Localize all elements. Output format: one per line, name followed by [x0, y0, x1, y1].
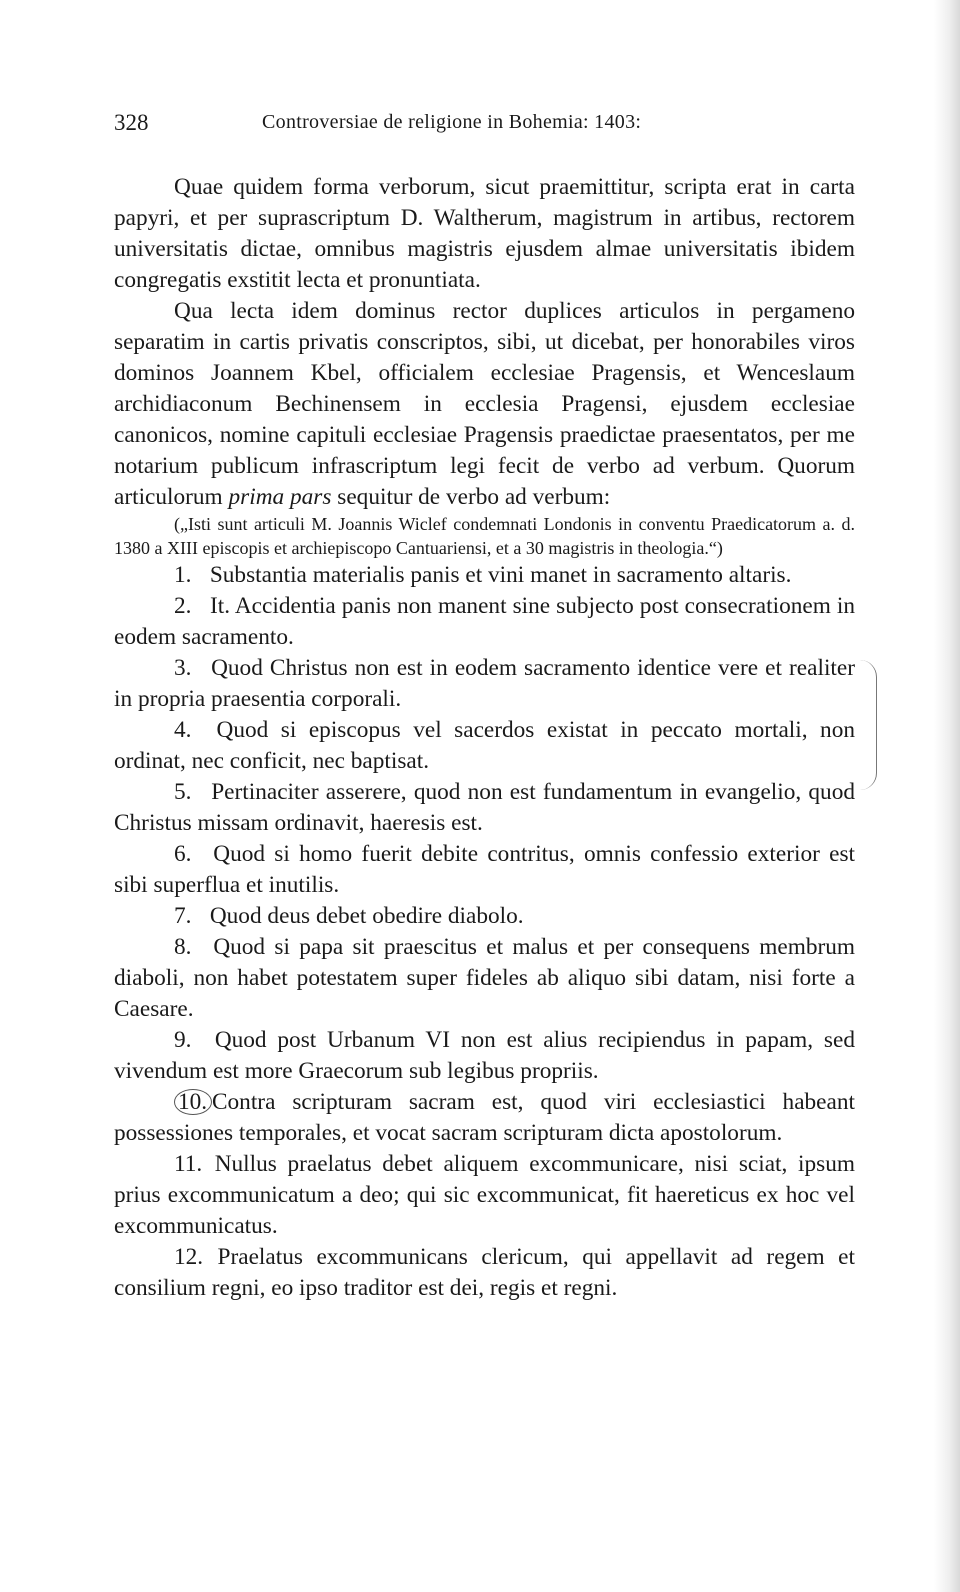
article-item: [114, 1087, 855, 1149]
editorial-note: („Isti sunt articuli M. Joannis Wiclef condemnati Londonis in conventu Praedicatorum a. d. 1380 a XIII episcopis et archiepiscopo Cantuariensi, et a 30 magistris in theologia.“): [114, 514, 855, 558]
article-text: Quod deus debet obedire diabolo.: [209, 903, 524, 929]
intro-paragraph-2-end: sequitur de verbo ad verbum:: [337, 484, 611, 510]
article-text: It. Accidentia panis non manent sine subjecto post consecrationem in eodem sacramento.: [114, 593, 856, 650]
page-body: [114, 172, 855, 1304]
intro-paragraph-2-text: Qua lecta idem dominus rector duplices articulos in pergameno separatim in cartis privatis conscriptos, sibi, ut dicebat, per honorabiles viros dominos Joannem Kbel, officialem ecclesiae Pragensis, et Wenceslaum archidiaconum Bechinensem in ecclesia Pragensi, ejusdem ecclesiae canonicos, nomine capituli ecclesiae Pragensis praedictae praesentatos, per me notarium publicum infrascriptum legi fecit de verbo ad verbum. Quorum articulorum: [114, 298, 855, 510]
article-number-circled: 10.: [174, 1089, 212, 1115]
article-number: 1.: [174, 562, 192, 588]
pencil-margin-bracket: [860, 660, 877, 790]
page-edge-shadow: [934, 0, 960, 1592]
article-item: [114, 1149, 855, 1242]
article-item: [114, 839, 855, 901]
intro-paragraph-2: [114, 296, 855, 513]
article-text: Substantia materialis panis et vini manet in sacramento altaris.: [209, 562, 792, 588]
page-number: 328: [114, 110, 149, 135]
article-number: 12.: [174, 1244, 204, 1270]
running-title: Controversiae de religione in Bohemia: 1403:: [262, 111, 642, 133]
article-item: [114, 1025, 855, 1087]
article-item: [114, 591, 855, 653]
article-text: Quod si papa sit praescitus et malus et per consequens membrum diaboli, non habet potestatem super fideles ab aliquo sibi datam, nisi forte a Caesare.: [114, 934, 855, 1022]
page-header: [114, 110, 854, 140]
article-text: Quod si homo fuerit debite contritus, omnis confessio exterior est sibi superflua et inutilis.: [114, 841, 855, 898]
prima-pars-italic: prima pars: [228, 484, 332, 510]
article-item: [114, 777, 855, 839]
article-text: Quod post Urbanum VI non est alius recipiendus in papam, sed vivendum est more Graecorum sub legibus propriis.: [114, 1027, 855, 1084]
article-item: [114, 560, 855, 591]
article-text: Praelatus excommunicans clericum, qui appellavit ad regem et consilium regni, eo ipso traditor est dei, regis et regni.: [114, 1244, 855, 1301]
article-text: Quod si episcopus vel sacerdos existat in peccato mortali, non ordinat, nec conficit, nec baptisat.: [114, 717, 855, 774]
article-number: 11.: [174, 1151, 203, 1177]
article-item: [114, 715, 855, 777]
intro-paragraph-1: Quae quidem forma verborum, sicut praemittitur, scripta erat in carta papyri, et per suprascriptum D. Waltherum, magistrum in artibus, rectorem universitatis dictae, omnibus magistris ejusdem almae universitatis ibidem congregatis exstitit lecta et pronuntiata.: [114, 174, 855, 293]
article-text: Contra scripturam sacram est, quod viri ecclesiastici habeant possessiones temporales, et vocat sacram scripturam dicta apostolorum.: [114, 1089, 855, 1146]
article-number: 8.: [174, 934, 192, 960]
article-item: [114, 653, 855, 715]
article-number: 3.: [174, 655, 192, 681]
article-list: [114, 560, 855, 1304]
article-number: 6.: [174, 841, 192, 867]
article-number: 5.: [174, 779, 192, 805]
article-text: Pertinaciter asserere, quod non est fundamentum in evangelio, quod Christus missam ordinavit, haeresis est.: [114, 779, 856, 836]
article-number: 2.: [174, 593, 192, 619]
article-number: 7.: [174, 903, 192, 929]
article-text: Nullus praelatus debet aliquem excommunicare, nisi sciat, ipsum prius excommunicatum a deo; qui sic excommunicat, fit haereticus ex hoc vel excommunicatus.: [114, 1151, 855, 1239]
article-number: 9.: [174, 1027, 192, 1053]
article-number: 4.: [174, 717, 192, 743]
article-item: [114, 932, 855, 1025]
article-item: [114, 901, 855, 932]
article-text: Quod Christus non est in eodem sacramento identice vere et realiter in propria praesentia corporali.: [114, 655, 855, 712]
article-item: [114, 1242, 855, 1304]
